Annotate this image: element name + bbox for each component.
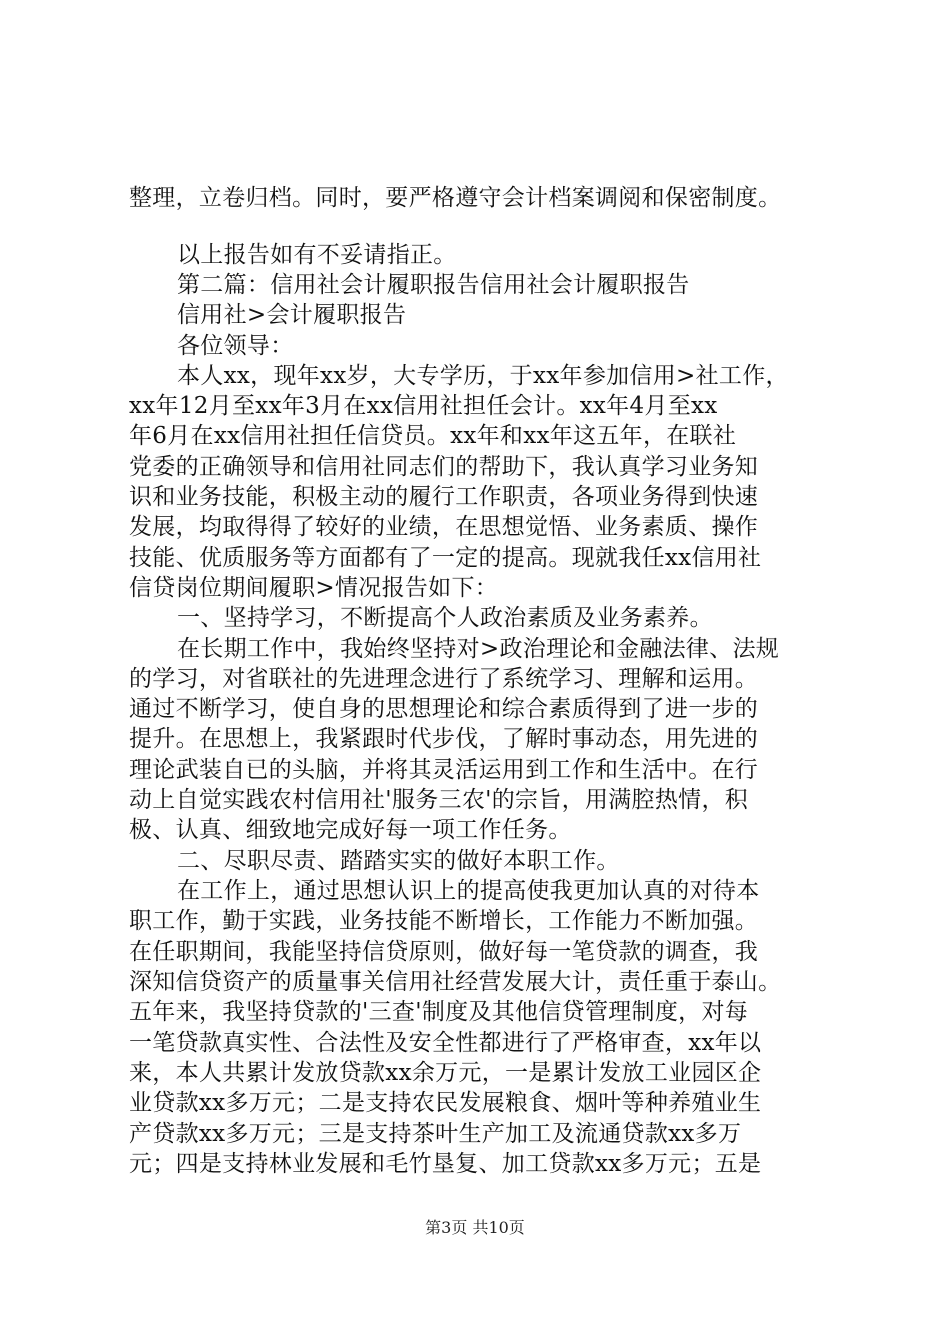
text-line: 年6月在xx信用社担任信贷员。xx年和xx年这五年，在联社 bbox=[129, 423, 737, 449]
text-line: xx年12月至xx年3月在xx信用社担任会计。xx年4月至xx bbox=[129, 393, 718, 419]
text-line: 以上报告如有不妥请指正。 bbox=[177, 242, 457, 268]
text-line: 的学习，对省联社的先进理念进行了系统学习、理解和运用。 bbox=[129, 666, 759, 692]
page-footer: 第3页 共10页 bbox=[425, 1218, 525, 1237]
text-line: 通过不断学习，使自身的思想理论和综合素质得到了进一步的 bbox=[129, 696, 759, 722]
text-line: 理论武装自已的头脑，并将其灵活运用到工作和生活中。在行 bbox=[129, 757, 759, 783]
text-line: 五年来，我坚持贷款的'三查'制度及其他信贷管理制度，对每 bbox=[129, 999, 749, 1025]
text-line: 二、尽职尽责、踏踏实实的做好本职工作。 bbox=[177, 848, 620, 874]
text-line: 在任职期间，我能坚持信贷原则，做好每一笔贷款的调查，我 bbox=[129, 939, 759, 965]
text-line: 党委的正确领导和信用社同志们的帮助下，我认真学习业务知 bbox=[129, 454, 759, 480]
text-line: 产贷款xx多万元；三是支持茶叶生产加工及流通贷款xx多万 bbox=[129, 1121, 742, 1147]
text-line: 极、认真、细致地完成好每一项工作任务。 bbox=[129, 817, 572, 843]
text-line: 职工作，勤于实践，业务技能不断增长，工作能力不断加强。 bbox=[129, 908, 759, 934]
text-line: 本人xx，现年xx岁，大专学历，于xx年参加信用>社工作， bbox=[177, 363, 789, 389]
text-line: 深知信贷资产的质量事关信用社经营发展大计，责任重于泰山。 bbox=[129, 969, 782, 995]
text-line: 动上自觉实践农村信用社'服务三农'的宗旨，用满腔热情，积 bbox=[129, 787, 749, 813]
text-line: 一笔贷款真实性、合法性及安全性都进行了严格审查，xx年以 bbox=[129, 1030, 762, 1056]
text-line: 在工作上，通过思想认识上的提高使我更加认真的对待本 bbox=[177, 878, 760, 904]
text-line: 整理，立卷归档。同时，要严格遵守会计档案调阅和保密制度。 bbox=[129, 185, 782, 211]
text-line: 各位领导： bbox=[177, 333, 294, 359]
text-line: 在长期工作中，我始终坚持对>政治理论和金融法律、法规 bbox=[177, 636, 780, 662]
text-line: 信用社>会计履职报告 bbox=[177, 302, 407, 328]
text-line: 提升。在思想上，我紧跟时代步伐，了解时事动态，用先进的 bbox=[129, 726, 759, 752]
text-line: 第二篇：信用社会计履职报告信用社会计履职报告 bbox=[177, 272, 690, 298]
text-line: 一、坚持学习，不断提高个人政治素质及业务素养。 bbox=[177, 605, 713, 631]
text-line: 技能、优质服务等方面都有了一定的提高。现就我任xx信用社 bbox=[129, 545, 762, 571]
text-line: 元；四是支持林业发展和毛竹垦复、加工贷款xx多万元；五是 bbox=[129, 1151, 762, 1177]
text-line: 业贷款xx多万元；二是支持农民发展粮食、烟叶等种养殖业生 bbox=[129, 1090, 762, 1116]
text-line: 来，本人共累计发放贷款xx余万元，一是累计发放工业园区企 bbox=[129, 1060, 762, 1086]
text-line: 识和业务技能，积极主动的履行工作职责，各项业务得到快速 bbox=[129, 484, 759, 510]
text-line: 信贷岗位期间履职>情况报告如下： bbox=[129, 575, 499, 601]
text-line: 发展，均取得得了较好的业绩，在思想觉悟、业务素质、操作 bbox=[129, 514, 759, 540]
